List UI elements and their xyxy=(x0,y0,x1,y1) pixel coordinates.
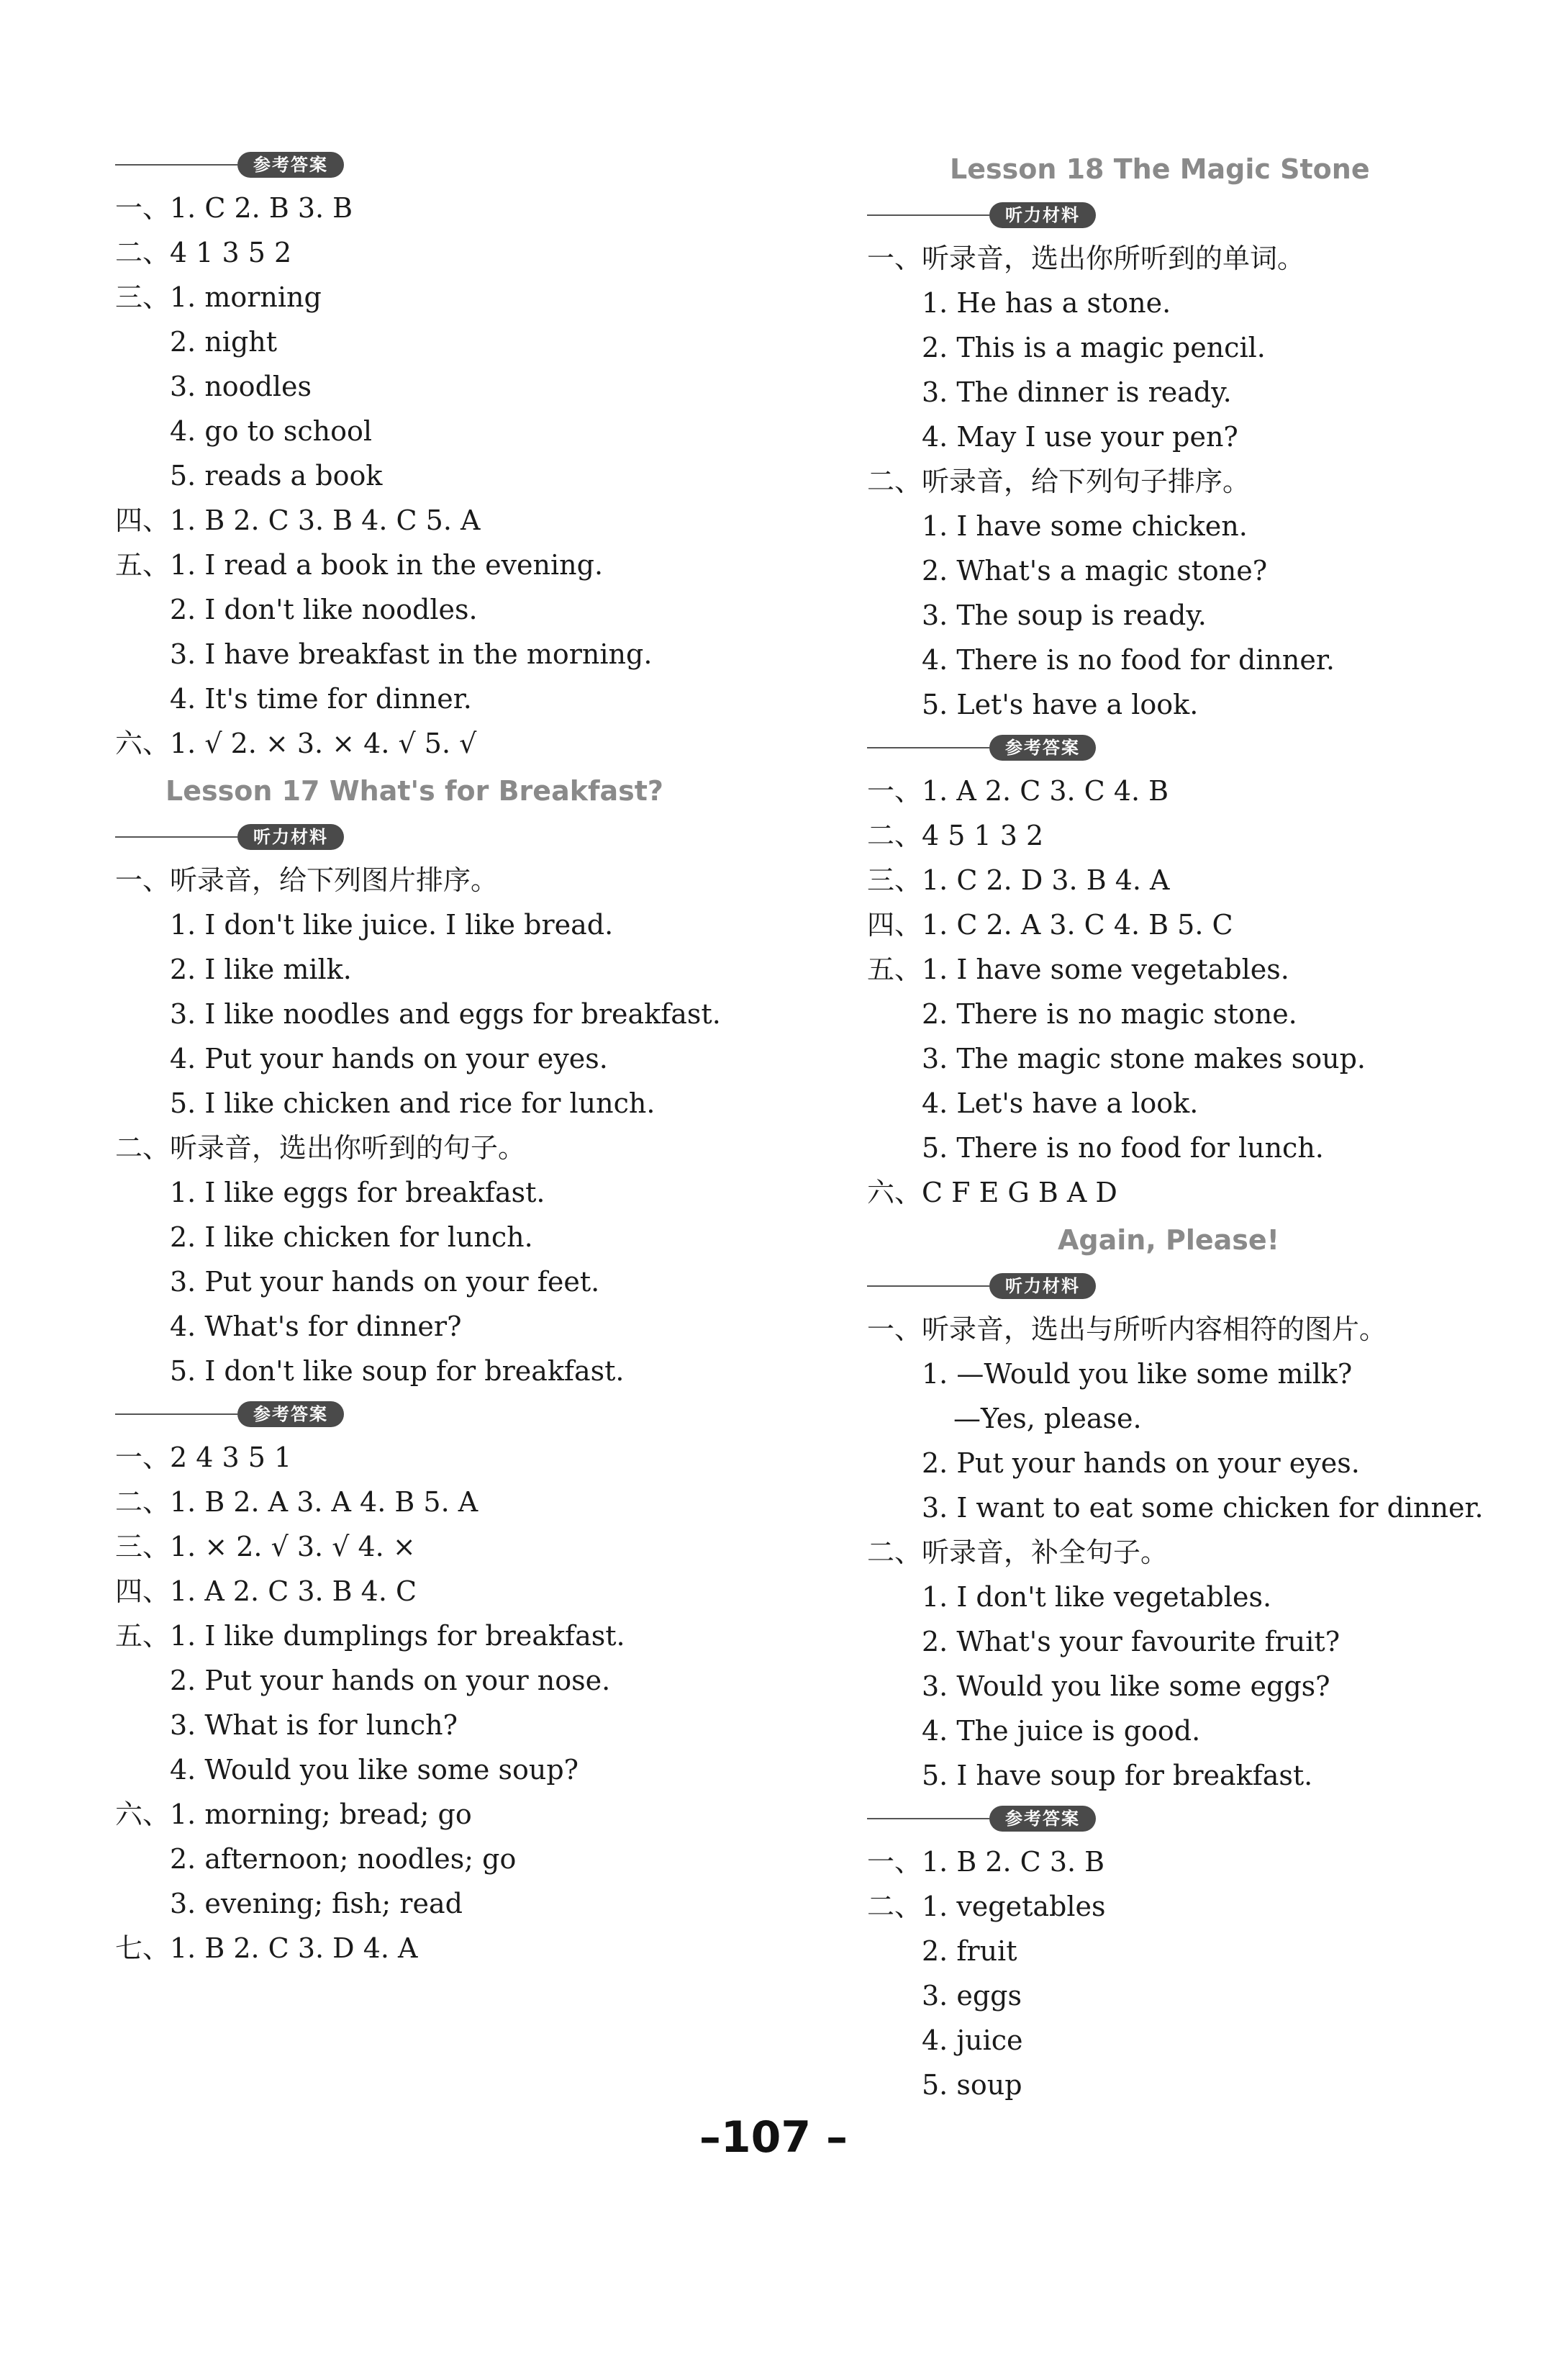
answer-line: 二、4 1 3 5 2 xyxy=(115,237,292,268)
listening-line: 1. I don't like juice. I like bread. xyxy=(170,909,614,941)
listening-line: 4. The juice is good. xyxy=(922,1715,1201,1747)
listening-banner xyxy=(867,194,1515,236)
right-column xyxy=(867,144,1515,2107)
listening-line: 2. I like chicken for lunch. xyxy=(170,1221,533,1253)
answer-line: 2. There is no magic stone. xyxy=(922,998,1297,1030)
listening-line: 1. I like eggs for breakfast. xyxy=(170,1177,545,1208)
answer-line: 二、1. B 2. A 3. A 4. B 5. A xyxy=(115,1486,478,1518)
answer-line: 四、1. C 2. A 3. C 4. B 5. C xyxy=(867,909,1233,941)
listening-line: 3. The dinner is ready. xyxy=(922,376,1232,408)
banner-label: 参考答案 xyxy=(237,1401,344,1427)
banner-rule xyxy=(867,1818,989,1819)
listening-line: 2. I like milk. xyxy=(170,954,352,985)
banner-rule xyxy=(115,836,237,838)
banner-label: 参考答案 xyxy=(989,1806,1096,1832)
left-column xyxy=(115,144,763,1970)
answer-line: 二、4 5 1 3 2 xyxy=(867,820,1044,851)
listening-banner xyxy=(867,1265,1515,1307)
lesson-18-title: Lesson 18 The Magic Stone xyxy=(950,153,1370,185)
answers-banner xyxy=(115,144,763,186)
again-please-title: Again, Please! xyxy=(1058,1224,1280,1256)
listening-line: 2. What's a magic stone? xyxy=(922,555,1268,587)
answer-line: 2. I don't like noodles. xyxy=(170,594,478,625)
listening-line: 1. —Would you like some milk? xyxy=(922,1358,1353,1390)
listening-line: 2. What's your favourite fruit? xyxy=(922,1626,1340,1657)
answer-line: 3. I have breakfast in the morning. xyxy=(170,638,653,670)
listening-line: 3. I want to eat some chicken for dinner. xyxy=(922,1492,1484,1524)
listening-line: 二、听录音，补全句子。 xyxy=(867,1537,1169,1568)
answer-line: 3. noodles xyxy=(170,371,312,402)
answer-line: 七、1. B 2. C 3. D 4. A xyxy=(115,1932,418,1964)
banner-rule xyxy=(115,1413,237,1415)
listening-line: 一、听录音，选出与所听内容相符的图片。 xyxy=(867,1313,1387,1345)
listening-line: 3. I like noodles and eggs for breakfast. xyxy=(170,998,721,1030)
answer-line: 2. afternoon; noodles; go xyxy=(170,1843,517,1875)
answer-line: 4. juice xyxy=(922,2024,1023,2056)
listening-line: 1. I have some chicken. xyxy=(922,510,1248,542)
listening-line: 3. Put your hands on your feet. xyxy=(170,1266,600,1298)
listening-line: 一、听录音，给下列图片排序。 xyxy=(115,864,499,896)
answer-line: 4. Let's have a look. xyxy=(922,1087,1199,1119)
listening-line: 4. May I use your pen? xyxy=(922,421,1238,453)
answer-line: 五、1. I have some vegetables. xyxy=(867,954,1289,985)
banner-rule xyxy=(115,164,237,166)
banner-label: 参考答案 xyxy=(989,735,1096,761)
listening-line: 二、听录音，给下列句子排序。 xyxy=(867,466,1251,497)
answer-line: 六、1. √ 2. × 3. × 4. √ 5. √ xyxy=(115,728,477,759)
listening-line: 5. Let's have a look. xyxy=(922,689,1199,720)
answer-line: 六、1. morning; bread; go xyxy=(115,1798,472,1830)
answer-line: 3. evening; fish; read xyxy=(170,1888,463,1919)
listening-line: 5. I like chicken and rice for lunch. xyxy=(170,1087,655,1119)
lesson-17-title: Lesson 17 What's for Breakfast? xyxy=(165,775,663,807)
listening-line: —Yes, please. xyxy=(953,1403,1142,1434)
banner-label: 听力材料 xyxy=(989,202,1096,228)
answer-line: 三、1. morning xyxy=(115,281,322,313)
answer-line: 四、1. B 2. C 3. B 4. C 5. A xyxy=(115,504,481,536)
answer-line: 一、1. A 2. C 3. C 4. B xyxy=(867,775,1169,807)
listening-line: 二、听录音，选出你听到的句子。 xyxy=(115,1132,526,1164)
listening-line: 4. There is no food for dinner. xyxy=(922,644,1335,676)
answer-line: 二、1. vegetables xyxy=(867,1891,1106,1922)
answer-line: 六、C F E G B A D xyxy=(867,1177,1117,1208)
answer-line: 2. fruit xyxy=(922,1935,1017,1967)
answer-line: 3. The magic stone makes soup. xyxy=(922,1043,1366,1074)
answer-line: 四、1. A 2. C 3. B 4. C xyxy=(115,1575,417,1607)
banner-label: 参考答案 xyxy=(237,152,344,178)
banner-rule xyxy=(867,214,989,216)
listening-line: 5. I don't like soup for breakfast. xyxy=(170,1355,625,1387)
listening-line: 2. Put your hands on your eyes. xyxy=(922,1447,1360,1479)
answer-line: 4. Would you like some soup? xyxy=(170,1754,579,1786)
answer-line: 三、1. × 2. √ 3. √ 4. × xyxy=(115,1531,416,1562)
answer-line: 2. Put your hands on your nose. xyxy=(170,1665,611,1696)
banner-label: 听力材料 xyxy=(989,1273,1096,1299)
answer-line: 4. go to school xyxy=(170,415,373,447)
answer-line: 4. It's time for dinner. xyxy=(170,683,472,715)
answer-line: 一、2 4 3 5 1 xyxy=(115,1442,292,1473)
answer-line: 五、1. I read a book in the evening. xyxy=(115,549,604,581)
answer-line: 5. There is no food for lunch. xyxy=(922,1132,1324,1164)
answer-line: 一、1. B 2. C 3. B xyxy=(867,1846,1105,1878)
listening-line: 4. Put your hands on your eyes. xyxy=(170,1043,608,1074)
answer-line: 2. night xyxy=(170,326,278,358)
answer-line: 5. reads a book xyxy=(170,460,383,492)
banner-rule xyxy=(867,747,989,748)
answer-line: 五、1. I like dumplings for breakfast. xyxy=(115,1620,625,1652)
listening-line: 3. Would you like some eggs? xyxy=(922,1670,1330,1702)
answer-line: 一、1. C 2. B 3. B xyxy=(115,192,353,224)
answer-line: 3. What is for lunch? xyxy=(170,1709,458,1741)
banner-label: 听力材料 xyxy=(237,824,344,850)
answers-banner xyxy=(867,727,1515,769)
listening-line: 5. I have soup for breakfast. xyxy=(922,1760,1313,1791)
listening-line: 3. The soup is ready. xyxy=(922,599,1207,631)
answer-line: 三、1. C 2. D 3. B 4. A xyxy=(867,864,1170,896)
listening-line: 1. I don't like vegetables. xyxy=(922,1581,1272,1613)
listening-line: 2. This is a magic pencil. xyxy=(922,332,1266,363)
answers-banner xyxy=(867,1798,1515,1840)
answers-banner xyxy=(115,1393,763,1435)
banner-rule xyxy=(867,1285,989,1287)
answer-line: 5. soup xyxy=(922,2069,1022,2101)
listening-line: 1. He has a stone. xyxy=(922,287,1171,319)
answer-line: 3. eggs xyxy=(922,1980,1022,2012)
page-number: –107 – xyxy=(699,2112,848,2163)
listening-banner xyxy=(115,816,763,858)
listening-line: 一、听录音，选出你所听到的单词。 xyxy=(867,243,1305,274)
listening-line: 4. What's for dinner? xyxy=(170,1311,462,1342)
